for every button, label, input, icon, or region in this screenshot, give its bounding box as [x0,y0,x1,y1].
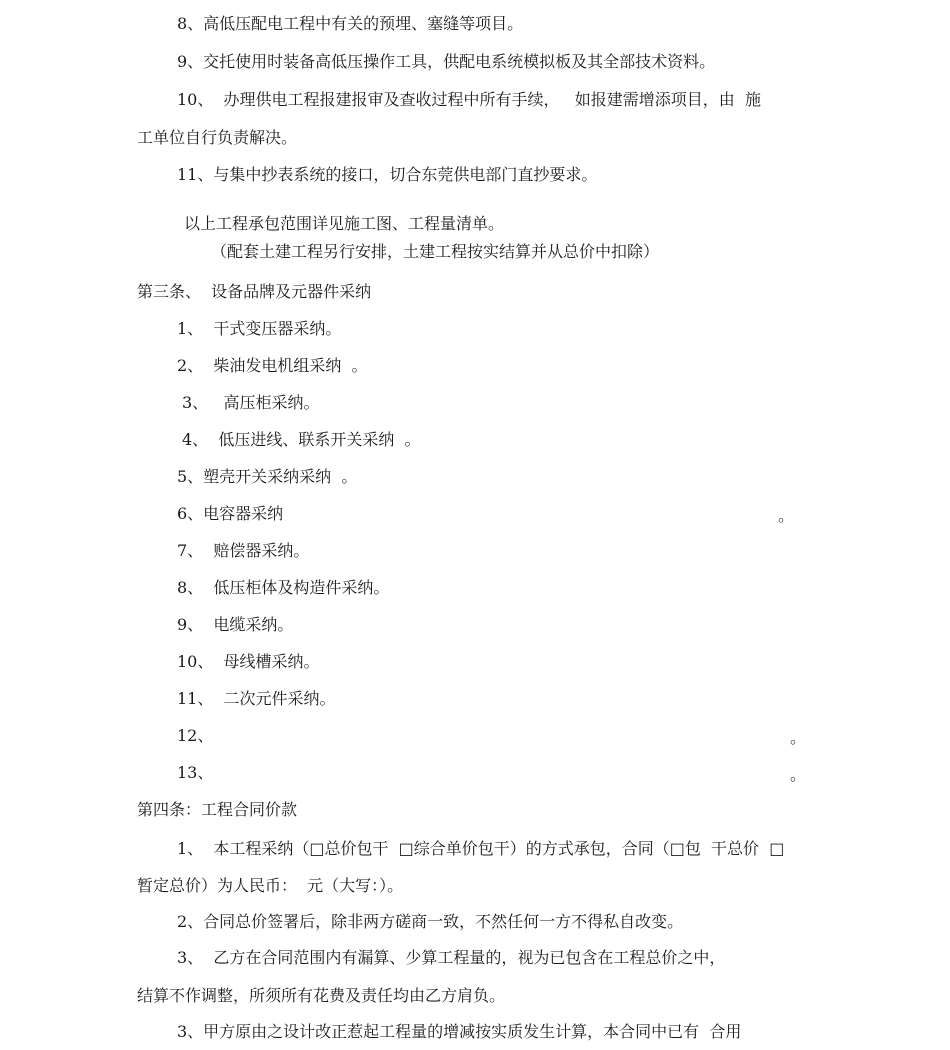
brand-item-5: 5、塑壳开关采纳采纳 。 [177,467,358,486]
scope-summary: 以上工程承包范围详见施工图、工程量清单。 [184,214,505,233]
scope-item-11: 11、与集中抄表系统的接口，切合东莞供电部门直抄要求。 [177,165,598,184]
scope-note: （配套土建工程另行安排，土建工程按实结算并从总价中扣除） [211,242,660,261]
brand-item-13: 13、 [177,763,214,782]
brand-item-6: 6、电容器采纳 [177,504,284,523]
scope-item-8: 8、高低压配电工程中有关的预埋、塞缝等项目。 [177,14,524,33]
article-3-heading: 第三条、 设备品牌及元器件采纳 [137,282,372,301]
brand-item-13-end: 。 [790,765,807,784]
brand-item-9: 9、 电缆采纳。 [177,615,294,634]
brand-item-10: 10、 母线槽采纳。 [177,652,320,671]
price-item-3b: 3、甲方原由之设计改正惹起工程量的增减按实质发生计算，本合同中已有 合用 [177,1022,742,1041]
brand-item-11: 11、 二次元件采纳。 [177,689,336,708]
scope-item-10: 10、 办理供电工程报建报审及查收过程中所有手续， 如报建需增添项目，由 施 [177,90,761,109]
scope-item-9: 9、交托使用时装备高低压操作工具，供配电系统模拟板及其全部技术资料。 [177,52,716,71]
brand-item-7: 7、 赔偿器采纳。 [177,541,310,560]
price-item-3: 3、 乙方在合同范围内有漏算、少算工程量的，视为已包含在工程总价之中， [177,948,726,967]
brand-item-12-end: 。 [790,728,807,747]
brand-item-4: 4、 低压进线、联系开关采纳 。 [182,430,421,449]
brand-item-6-end: 。 [778,506,795,525]
brand-item-3: 3、 高压柜采纳。 [182,393,320,412]
price-item-1-continued: 暂定总价）为人民币： 元（大写：）。 [137,876,404,895]
brand-item-1: 1、 干式变压器采纳。 [177,319,342,338]
brand-item-8: 8、 低压柜体及构造件采纳。 [177,578,390,597]
scope-item-10-continued: 工单位自行负责解决。 [137,128,298,147]
brand-item-12: 12、 [177,726,214,745]
price-item-2: 2、合同总价签署后，除非两方磋商一致，不然任何一方不得私自改变。 [177,912,684,931]
article-4-heading: 第四条：工程合同价款 [137,800,298,819]
price-item-1: 1、 本工程采纳（□总价包干 □综合单价包干）的方式承包，合同（□包 干总价 □ [177,839,785,858]
price-item-3-continued: 结算不作调整，所须所有花费及责任均由乙方肩负。 [137,986,506,1005]
brand-item-2: 2、 柴油发电机组采纳 。 [177,356,368,375]
